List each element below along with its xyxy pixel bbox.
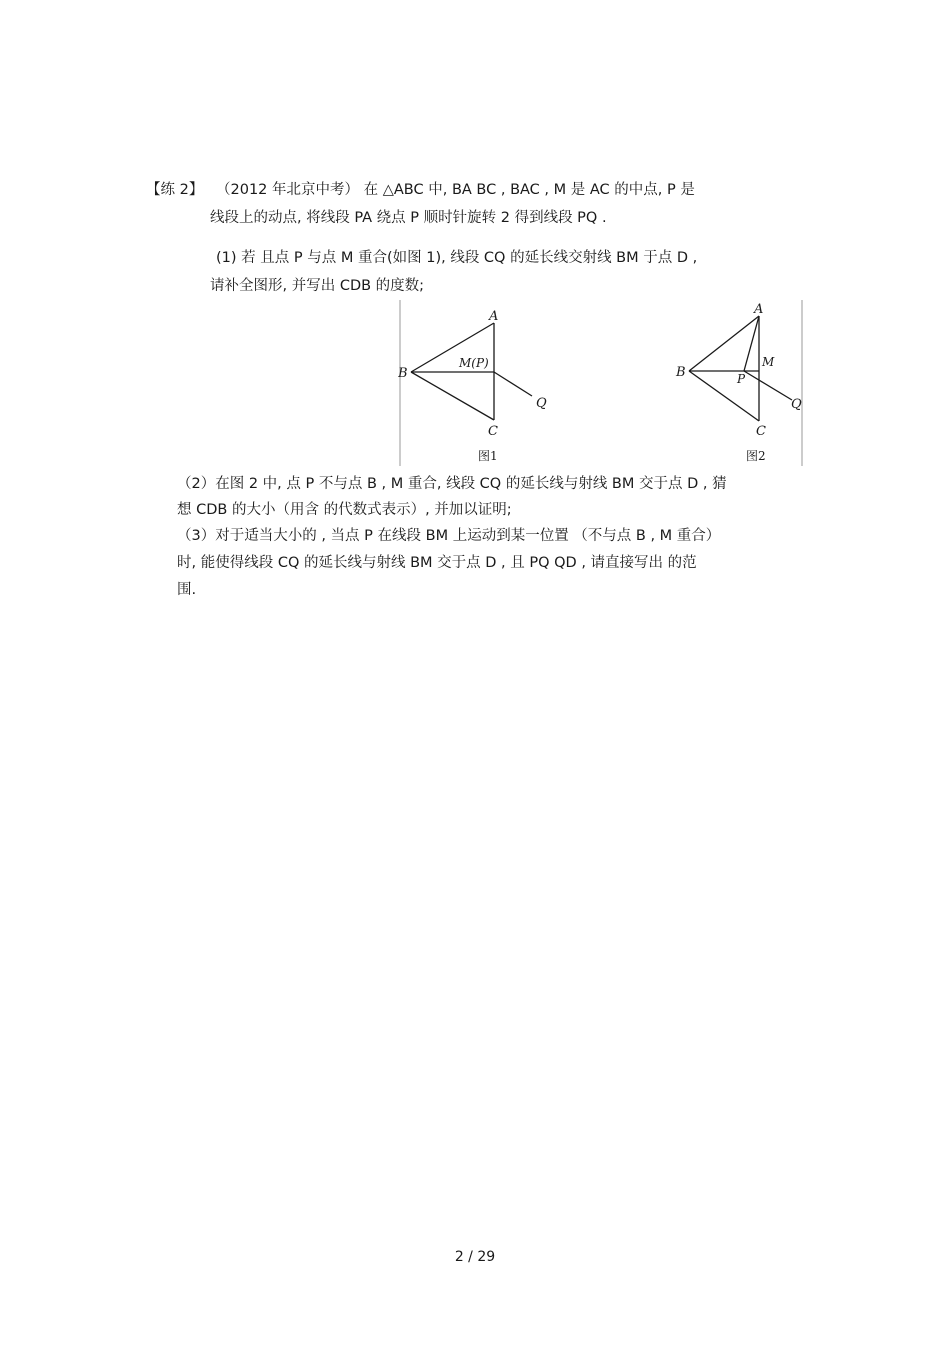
label-C: C [756, 424, 766, 439]
segment-BA [689, 316, 759, 371]
figure-1-caption: 图1 [478, 449, 498, 463]
segment-PQ [494, 372, 532, 396]
segment-PA [744, 316, 759, 371]
segment-BC [411, 372, 494, 420]
figure-1 [398, 298, 558, 468]
label-P: P [737, 372, 746, 386]
question-1-line-1: (1) 若 且点 P 与点 M 重合(如图 1), 线段 CQ 的延长线交射线 BM 于点 D , [216, 250, 698, 266]
label-C: C [488, 424, 498, 439]
label-B: B [398, 366, 408, 381]
label-B: B [676, 365, 686, 380]
label-Q: Q [791, 397, 802, 412]
problem-tag: 【练 2】 [146, 182, 204, 198]
label-Q: Q [536, 396, 547, 411]
figure-2 [670, 298, 810, 468]
problem-line-2: 线段上的动点, 将线段 PA 绕点 P 顺时针旋转 2 得到线段 PQ . [210, 210, 607, 226]
label-A: A [754, 302, 764, 317]
label-M: M [762, 355, 775, 369]
question-2-line-2: 想 CDB 的大小（用含 的代数式表示）, 并加以证明; [177, 502, 512, 518]
question-1-line-2: 请补全图形, 并写出 CDB 的度数; [210, 278, 425, 294]
question-3-line-1: （3）对于适当大小的 , 当点 P 在线段 BM 上运动到某一位置 （不与点 B , M 重合） [177, 528, 721, 544]
question-3-line-3: 围. [177, 582, 197, 598]
figure-2-caption: 图2 [746, 449, 766, 463]
page-number: 2 / 29 [454, 1249, 496, 1265]
label-M-P: M(P) [459, 356, 489, 370]
question-3-line-2: 时, 能使得线段 CQ 的延长线与射线 BM 交于点 D , 且 PQ QD , 请直接写出 的范 [177, 555, 697, 571]
question-2-line-1: （2）在图 2 中, 点 P 不与点 B , M 重合, 线段 CQ 的延长线与射线 BM 交于点 D , 猜 [177, 476, 727, 492]
label-A: A [489, 309, 499, 324]
segment-PQ [744, 371, 792, 400]
problem-line-1: （2012 年北京中考） 在 △ABC 中, BA BC , BAC , M 是 AC 的中点, P 是 [216, 182, 695, 198]
segment-BC [689, 371, 759, 421]
